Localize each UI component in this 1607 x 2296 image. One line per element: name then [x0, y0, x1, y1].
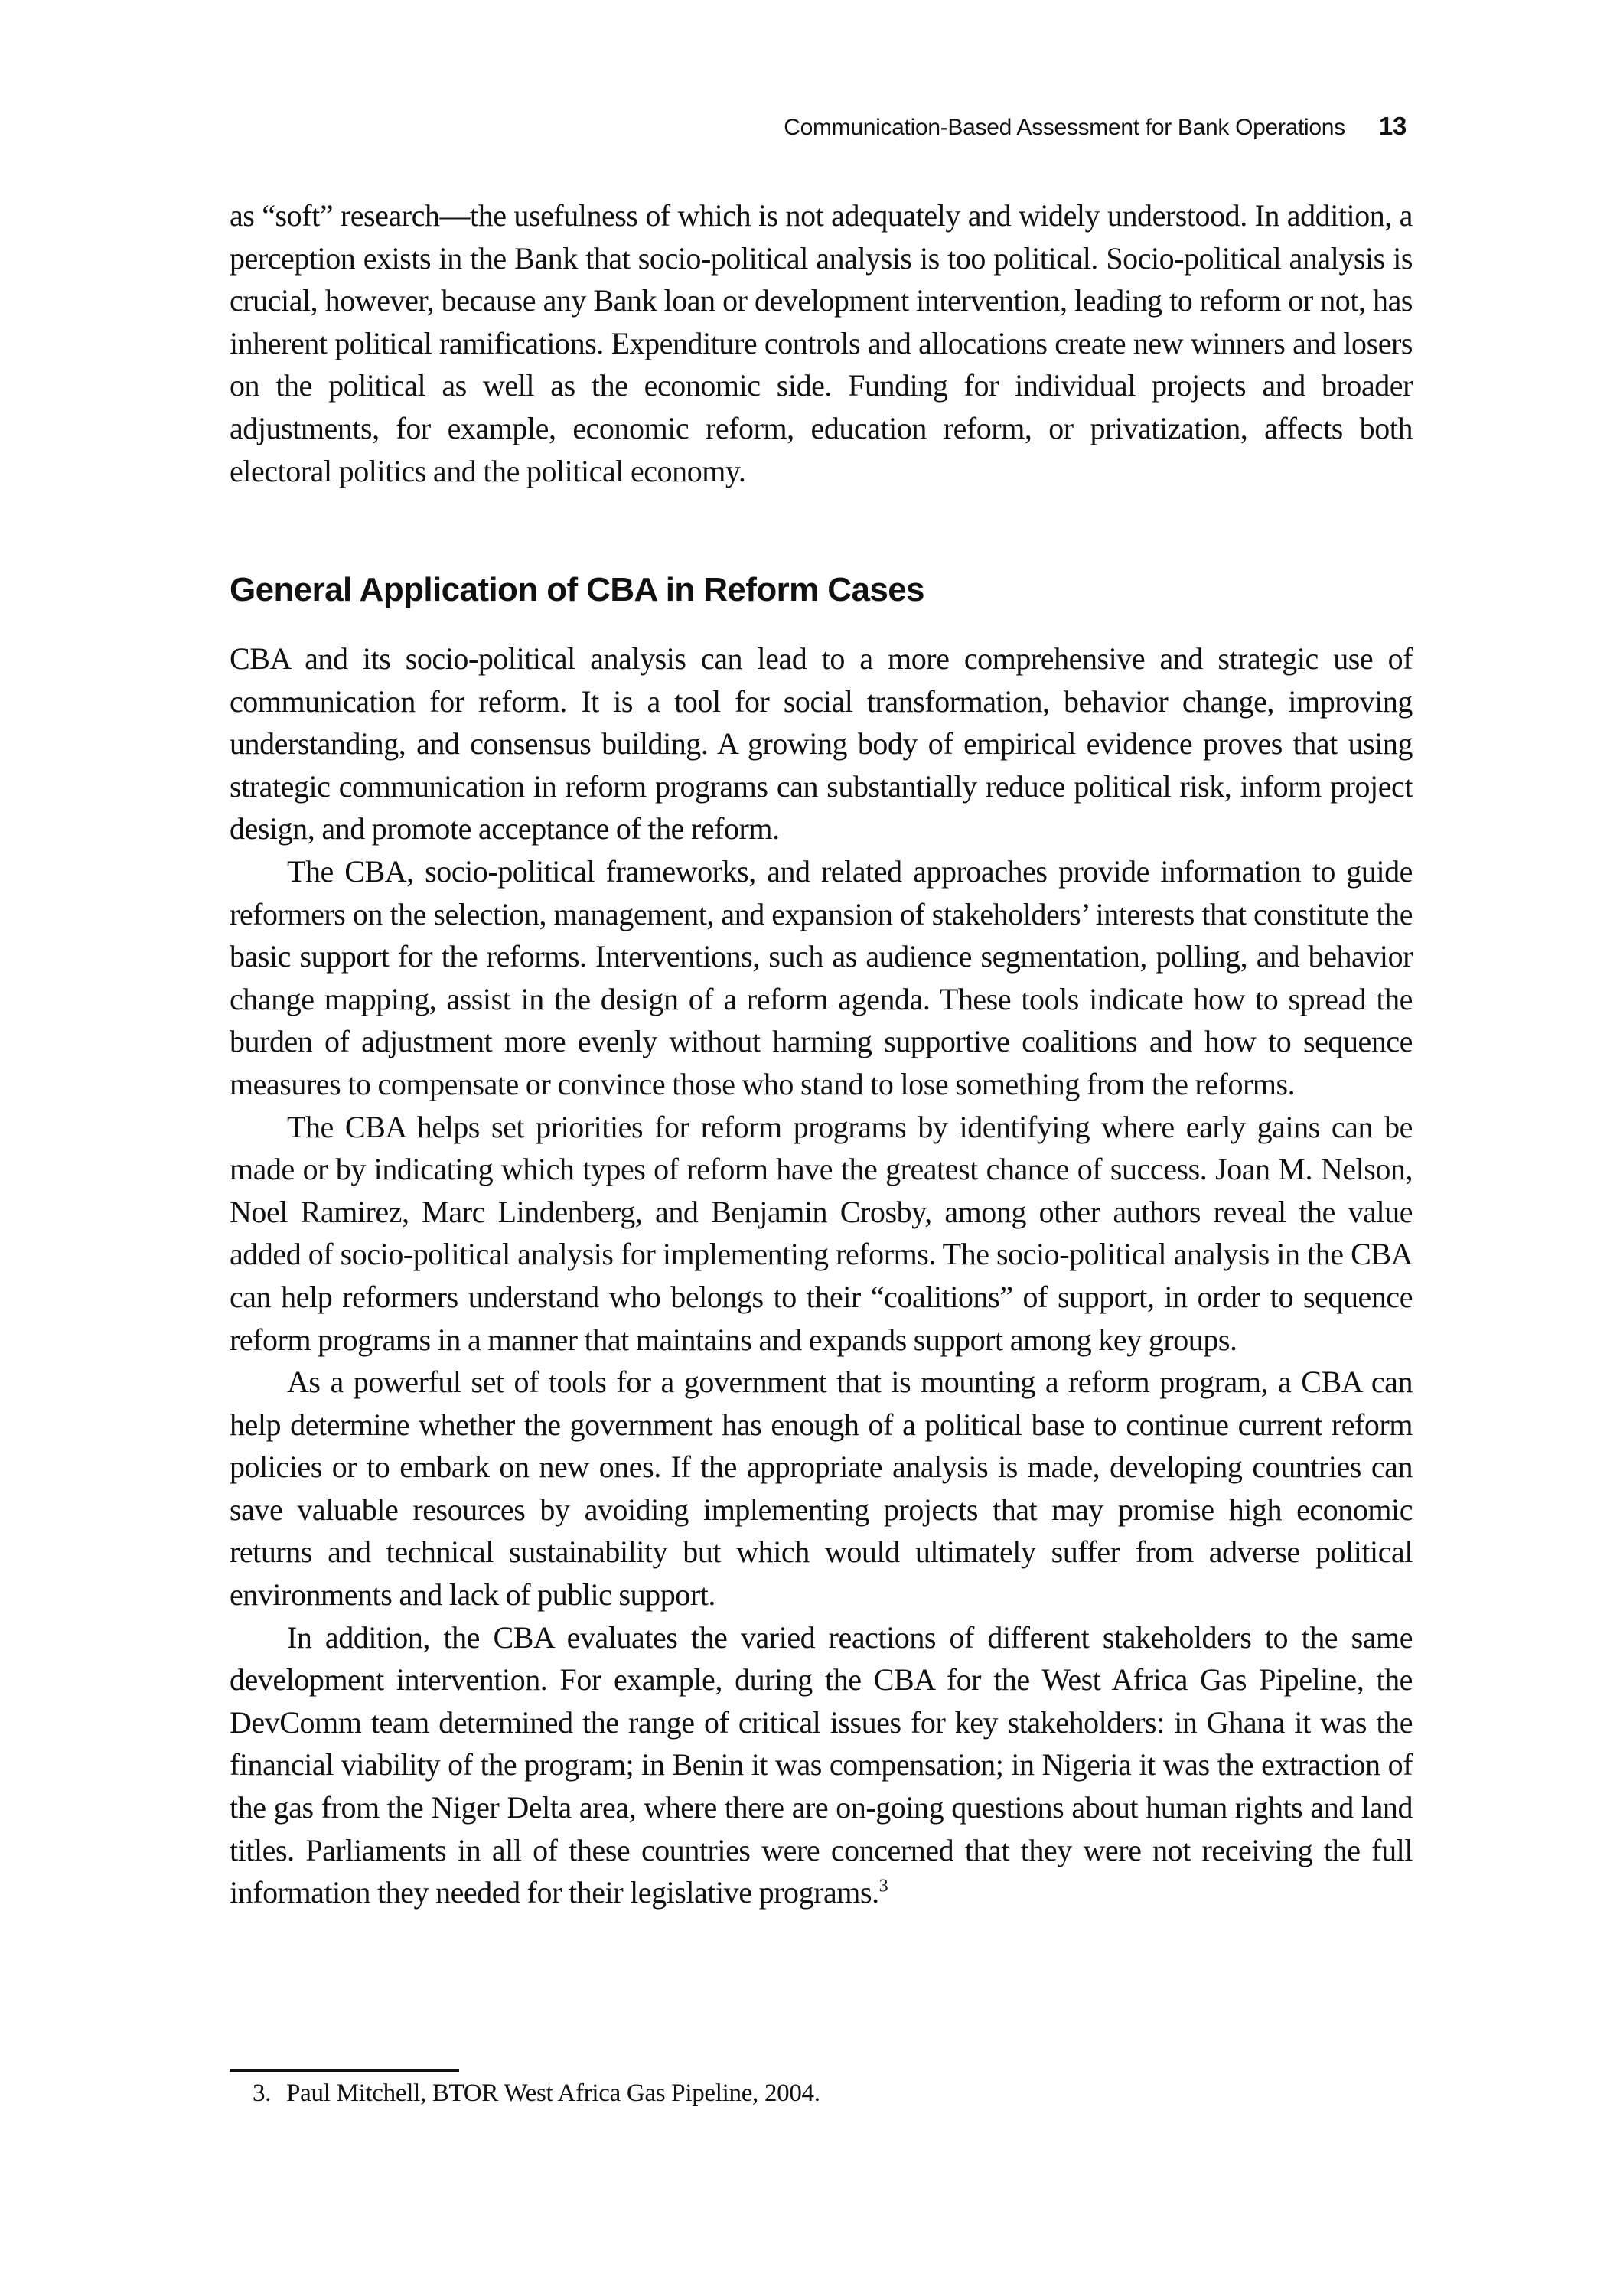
- body-paragraph-4: As a powerful set of tools for a government that is mounting a reform program, a CBA can help determine whether the government has enough of a political base to continue current reform policies or to embark on new ones. If the appropriate analysis is made, developing countries can save valuable resources by avoiding implementing projects that may promise high economic returns and technical sustainability but which would ultimately suffer from adverse political environments and lack of public support.: [230, 1365, 1413, 1613]
- running-head: [784, 112, 1407, 141]
- body-paragraph-5-text: In addition, the CBA evaluates the varied reactions of different stakeholders to the same development intervention. For example, during the CBA for the West Africa Gas Pipeline, the DevComm team determined the range of critical issues for key stakeholders: in Ghana it was the financial viability of the program; in Benin it was compensation; in Nigeria it was the extraction of the gas from the Niger Delta area, where there are on-going questions about human rights and land titles. Parliaments in all of these countries were concerned that they were not receiving the full information they needed for their legislative programs.: [230, 1619, 1413, 1910]
- intro-text-block: [230, 194, 1413, 492]
- body-paragraph-3: The CBA helps set priorities for reform programs by identifying where early gains can be made or by indicating which types of reform have the greatest chance of success. Joan M. Nelson, Noel Ramirez, Marc Lindenberg, and Benjamin Crosby, among other authors reveal the value added of socio-political analysis for implementing reforms. The socio-political analysis in the CBA can help reformers understand who belongs to their “coalitions” of support, in order to sequence reform programs in a manner that maintains and expands support among key groups.: [230, 1109, 1413, 1357]
- body-paragraph-1: CBA and its socio-political analysis can lead to a more comprehensive and strategic use of communication for reform. It is a tool for social transformation, behavior change, improving understanding, and consensus building. A growing body of empirical evidence proves that using strategic communication in reform programs can substantially reduce political risk, inform project design, and promote acceptance of the reform.: [230, 641, 1413, 846]
- intro-paragraph: as “soft” research—the usefulness of which is not adequately and widely understood. In addition, a perception exists in the Bank that socio-political analysis is too political. Socio-political analysis is crucial, however, because any Bank loan or development intervention, leading to reform or not, has inherent political ramifications. Expenditure controls and allocations create new winners and losers on the political as well as the economic side. Funding for individual projects and broader adjustments, for example, economic reform, education reform, or privatization, affects both electoral politics and the political economy.: [230, 198, 1413, 488]
- section-body: [230, 638, 1413, 1914]
- section-heading: General Application of CBA in Reform Cases: [230, 571, 924, 608]
- footnote-text: Paul Mitchell, BTOR West Africa Gas Pipeline, 2004.: [286, 2079, 820, 2107]
- footnote-number: 3.: [253, 2079, 272, 2107]
- footnote-reference[interactable]: 3: [878, 1876, 888, 1896]
- page-number: 13: [1378, 112, 1407, 140]
- footnote-separator: [230, 2069, 459, 2072]
- footnote: [253, 2079, 820, 2108]
- body-paragraph-5: [230, 1616, 1413, 1914]
- body-paragraph-2: The CBA, socio-political frameworks, and related approaches provide information to guide reformers on the selection, management, and expansion of stakeholders’ interests that constitute the basic support for the reforms. Interventions, such as audience segmentation, polling, and behavior change mapping, assist in the design of a reform agenda. These tools indicate how to spread the burden of adjustment more evenly without harming supportive coalitions and how to sequence measures to compensate or convince those who stand to lose something from the reforms.: [230, 853, 1413, 1101]
- running-head-title: Communication-Based Assessment for Bank Operations: [784, 115, 1345, 140]
